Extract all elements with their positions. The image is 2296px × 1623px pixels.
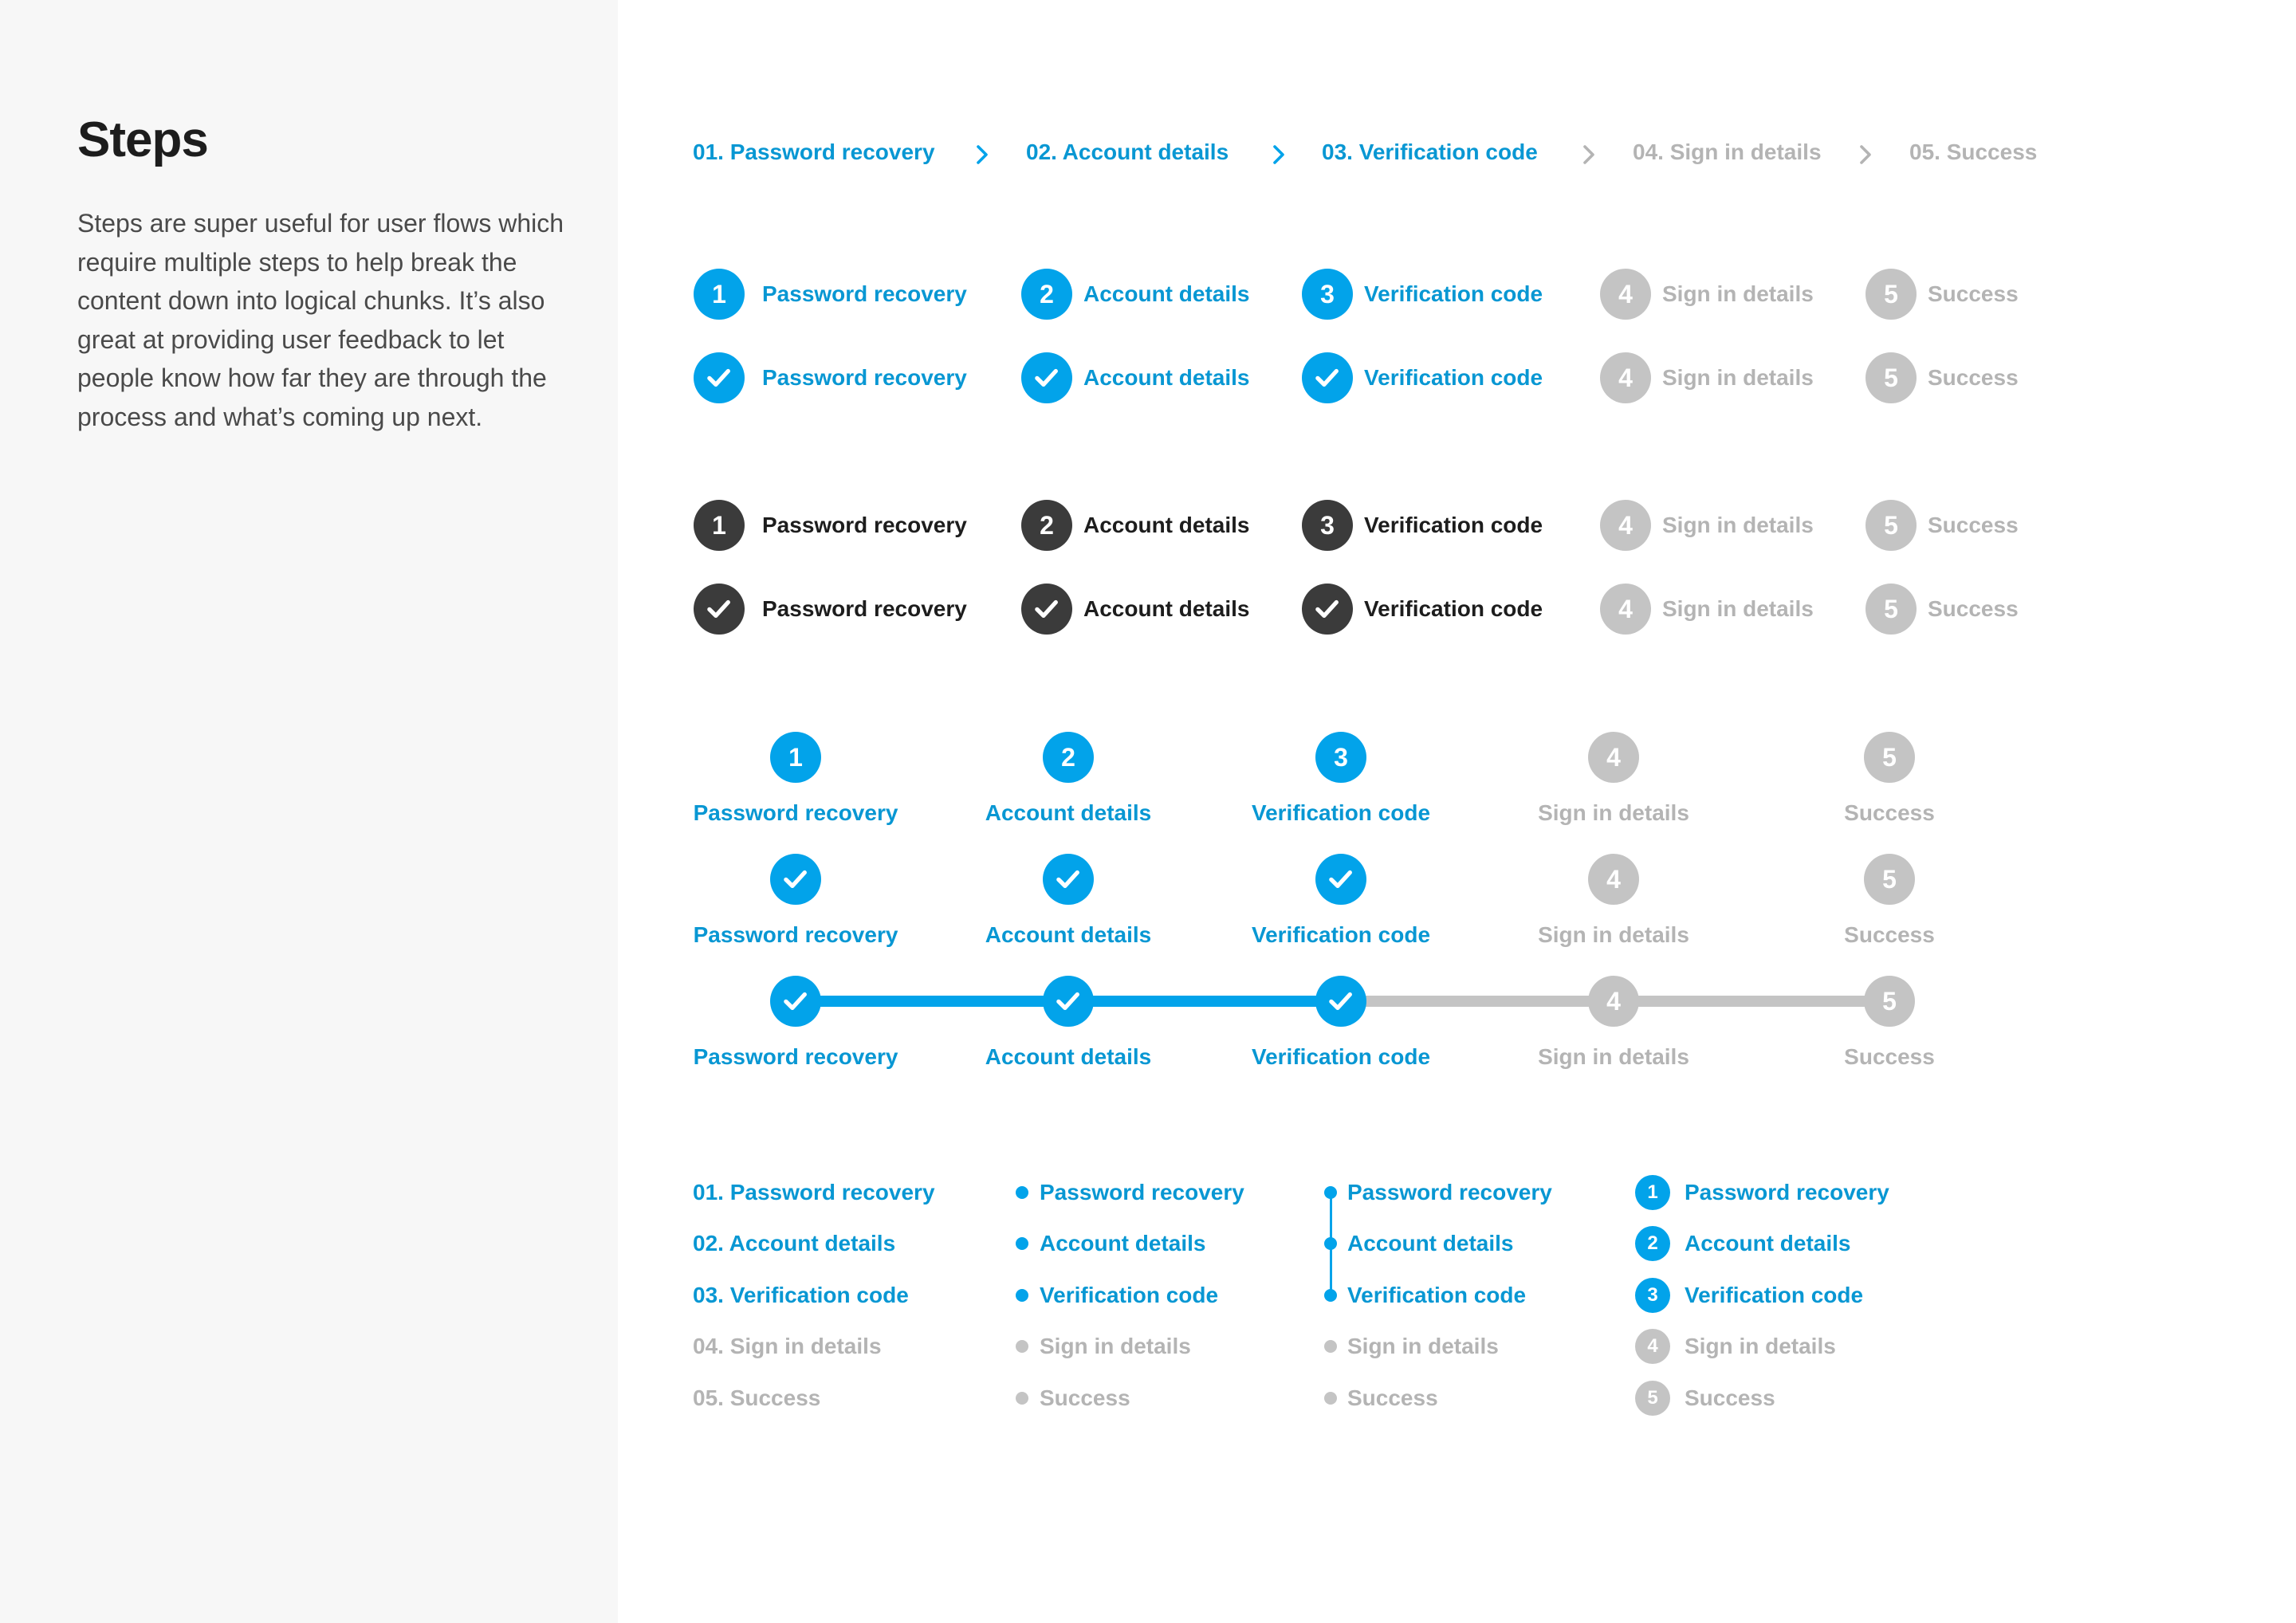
check-icon — [705, 364, 733, 391]
step-label[interactable]: Success — [1928, 281, 2019, 306]
list-step[interactable]: Success — [1347, 1385, 1438, 1410]
step-label[interactable]: Account details — [1083, 596, 1250, 621]
step-label[interactable]: Password recovery — [762, 281, 967, 306]
step-number-circle[interactable] — [1635, 1329, 1670, 1364]
check-circle[interactable] — [694, 352, 745, 403]
list-step[interactable]: Password recovery — [1040, 1180, 1244, 1204]
list-step[interactable]: 04. Sign in details — [693, 1334, 882, 1358]
bullet-dot — [1324, 1340, 1337, 1353]
step-number-circle[interactable] — [1635, 1226, 1670, 1261]
step-number-circle[interactable] — [1600, 269, 1651, 320]
step-number-circle[interactable] — [1021, 269, 1072, 320]
step-number: 4 — [1618, 363, 1633, 392]
step-label[interactable]: Account details — [1083, 513, 1250, 537]
step-label[interactable]: Verification code — [1251, 800, 1431, 825]
check-circle[interactable] — [1315, 854, 1366, 905]
check-icon — [781, 865, 809, 893]
step-number-circle[interactable] — [1864, 854, 1915, 905]
step-number: 1 — [712, 279, 726, 308]
step-number-circle[interactable] — [770, 732, 821, 783]
step-label[interactable]: Verification code — [1251, 922, 1431, 947]
step-number: 3 — [1320, 510, 1335, 540]
list-step[interactable]: 03. Verification code — [693, 1283, 909, 1307]
step-label[interactable]: Account details — [1083, 365, 1250, 390]
list-step[interactable]: Sign in details — [1685, 1334, 1836, 1358]
check-icon — [1054, 987, 1082, 1015]
list-step[interactable]: 01. Password recovery — [693, 1180, 935, 1204]
step-number: 1 — [1647, 1181, 1658, 1203]
progress-track-segment — [1341, 996, 1614, 1007]
check-icon — [1054, 865, 1082, 893]
step-number: 5 — [1882, 864, 1897, 894]
chevron-right-icon — [1857, 144, 1874, 165]
step-number-circle[interactable] — [1866, 584, 1917, 635]
bullet-dot — [1324, 1289, 1337, 1302]
check-icon — [1313, 364, 1341, 391]
bullet-dot — [1016, 1289, 1028, 1302]
step-number: 4 — [1606, 742, 1621, 772]
step-number-circle[interactable] — [1302, 269, 1353, 320]
step-number: 3 — [1320, 279, 1335, 308]
bullet-dot — [1324, 1392, 1337, 1405]
list-step[interactable]: 02. Account details — [693, 1231, 896, 1256]
step-label[interactable]: Password recovery — [762, 596, 967, 621]
list-step[interactable]: 05. Success — [693, 1385, 821, 1410]
breadcrumb-step[interactable]: 03. Verification code — [1322, 140, 1538, 164]
check-icon — [1032, 595, 1060, 623]
check-circle[interactable] — [1043, 854, 1094, 905]
step-label[interactable]: Verification code — [1364, 596, 1543, 621]
bullet-dot — [1324, 1186, 1337, 1199]
step-label[interactable]: Verification code — [1364, 365, 1543, 390]
check-circle[interactable] — [1021, 584, 1072, 635]
step-number-circle[interactable] — [1588, 732, 1639, 783]
progress-track-segment — [1068, 996, 1341, 1007]
step-number-circle[interactable] — [1864, 732, 1915, 783]
step-label[interactable]: Success — [1844, 1044, 1935, 1069]
step-number: 5 — [1884, 279, 1898, 308]
check-icon — [705, 595, 733, 623]
list-step[interactable]: Sign in details — [1347, 1334, 1499, 1358]
step-label[interactable]: Success — [1928, 365, 2019, 390]
step-number: 5 — [1647, 1387, 1658, 1409]
step-label[interactable]: Success — [1928, 596, 2019, 621]
breadcrumb-step[interactable]: 04. Sign in details — [1633, 140, 1822, 164]
step-number-circle[interactable] — [1635, 1175, 1670, 1210]
step-number: 3 — [1334, 742, 1348, 772]
page-description: Steps are super useful for user flows which require multiple steps to help break the content down into logical chunks. It’s also great at providing user feedback to let people know how far they are through the process and what’s coming up next. — [77, 209, 564, 431]
step-number-circle[interactable] — [1600, 352, 1651, 403]
step-number: 5 — [1882, 986, 1897, 1016]
check-circle[interactable] — [694, 584, 745, 635]
step-number-circle[interactable] — [1635, 1381, 1670, 1416]
step-number: 5 — [1884, 594, 1898, 623]
step-label[interactable]: Sign in details — [1662, 365, 1814, 390]
check-circle[interactable] — [770, 976, 821, 1027]
step-label[interactable]: Sign in details — [1538, 800, 1689, 825]
step-number: 5 — [1884, 510, 1898, 540]
check-circle[interactable] — [1302, 352, 1353, 403]
bullet-dot — [1016, 1392, 1028, 1405]
check-icon — [1327, 865, 1354, 893]
chevron-right-icon — [1270, 144, 1288, 165]
step-number-circle[interactable] — [694, 269, 745, 320]
list-step[interactable]: Verification code — [1347, 1283, 1527, 1307]
list-step[interactable]: Success — [1040, 1385, 1130, 1410]
page-title: Steps — [77, 112, 208, 167]
step-number: 3 — [1647, 1284, 1658, 1306]
step-number: 1 — [712, 510, 726, 540]
check-circle[interactable] — [1043, 976, 1094, 1027]
step-label[interactable]: Password recovery — [693, 1044, 898, 1069]
connector-line — [1330, 1193, 1332, 1244]
step-label[interactable]: Sign in details — [1662, 596, 1814, 621]
list-step[interactable]: Account details — [1685, 1231, 1851, 1256]
step-number: 4 — [1647, 1335, 1658, 1357]
step-label[interactable]: Account details — [985, 800, 1152, 825]
list-step[interactable]: Success — [1685, 1385, 1775, 1410]
step-number: 1 — [788, 742, 803, 772]
step-number: 4 — [1606, 864, 1621, 894]
step-number: 2 — [1061, 742, 1075, 772]
step-label[interactable]: Password recovery — [762, 365, 967, 390]
step-number-circle[interactable] — [1315, 732, 1366, 783]
step-label[interactable]: Success — [1844, 800, 1935, 825]
step-label[interactable]: Password recovery — [762, 513, 967, 537]
list-step[interactable]: Sign in details — [1040, 1334, 1191, 1358]
step-label[interactable]: Sign in details — [1538, 1044, 1689, 1069]
step-number-circle[interactable] — [1021, 500, 1072, 551]
breadcrumb-step[interactable]: 05. Success — [1909, 140, 2038, 164]
step-label[interactable]: Verification code — [1364, 281, 1543, 306]
step-label[interactable]: Sign in details — [1662, 513, 1814, 537]
bullet-dot — [1016, 1340, 1028, 1353]
step-number: 4 — [1618, 279, 1633, 308]
progress-track-segment — [1614, 996, 1889, 1007]
list-step[interactable]: Password recovery — [1685, 1180, 1889, 1204]
step-number-circle[interactable] — [1864, 976, 1915, 1027]
step-number-circle[interactable] — [1043, 732, 1094, 783]
step-label[interactable]: Success — [1844, 922, 1935, 947]
step-label[interactable]: Account details — [1083, 281, 1250, 306]
list-step[interactable]: Verification code — [1685, 1283, 1864, 1307]
step-number: 5 — [1884, 363, 1898, 392]
breadcrumb-step[interactable]: 02. Account details — [1026, 140, 1229, 164]
check-circle[interactable] — [770, 854, 821, 905]
connector-line — [1330, 1244, 1332, 1295]
step-label[interactable]: Password recovery — [693, 800, 898, 825]
step-number: 4 — [1618, 510, 1633, 540]
step-label[interactable]: Password recovery — [693, 922, 898, 947]
progress-track-segment — [796, 996, 1068, 1007]
step-number-circle[interactable] — [1588, 854, 1639, 905]
step-number: 2 — [1040, 279, 1054, 308]
step-label[interactable]: Account details — [985, 1044, 1152, 1069]
step-label[interactable]: Verification code — [1251, 1044, 1431, 1069]
step-number: 2 — [1040, 510, 1054, 540]
check-circle[interactable] — [1302, 584, 1353, 635]
step-number-circle[interactable] — [694, 500, 745, 551]
check-circle[interactable] — [1315, 976, 1366, 1027]
step-number-circle[interactable] — [1302, 500, 1353, 551]
step-label[interactable]: Sign in details — [1662, 281, 1814, 306]
bullet-dot — [1016, 1186, 1028, 1199]
list-step[interactable]: Account details — [1040, 1231, 1206, 1256]
step-number-circle[interactable] — [1588, 976, 1639, 1027]
step-number-circle[interactable] — [1600, 500, 1651, 551]
list-step[interactable]: Password recovery — [1347, 1180, 1552, 1204]
breadcrumb-step[interactable]: 01. Password recovery — [693, 140, 935, 164]
check-circle[interactable] — [1021, 352, 1072, 403]
step-number: 4 — [1618, 594, 1633, 623]
step-label[interactable]: Success — [1928, 513, 2019, 537]
check-icon — [1313, 595, 1341, 623]
list-step[interactable]: Verification code — [1040, 1283, 1219, 1307]
step-number: 2 — [1647, 1232, 1658, 1254]
chevron-right-icon — [973, 144, 991, 165]
check-icon — [1327, 987, 1354, 1015]
step-number-circle[interactable] — [1866, 269, 1917, 320]
step-label[interactable]: Verification code — [1364, 513, 1543, 537]
check-icon — [781, 987, 809, 1015]
step-number: 5 — [1882, 742, 1897, 772]
step-number-circle[interactable] — [1866, 352, 1917, 403]
list-step[interactable]: Account details — [1347, 1231, 1514, 1256]
step-number-circle[interactable] — [1635, 1278, 1670, 1313]
step-number: 4 — [1606, 986, 1621, 1016]
bullet-dot — [1016, 1237, 1028, 1250]
step-label[interactable]: Account details — [985, 922, 1152, 947]
left-panel — [0, 0, 618, 1623]
step-number-circle[interactable] — [1866, 500, 1917, 551]
check-icon — [1032, 364, 1060, 391]
bullet-dot — [1324, 1237, 1337, 1250]
step-number-circle[interactable] — [1600, 584, 1651, 635]
step-label[interactable]: Sign in details — [1538, 922, 1689, 947]
chevron-right-icon — [1580, 144, 1598, 165]
